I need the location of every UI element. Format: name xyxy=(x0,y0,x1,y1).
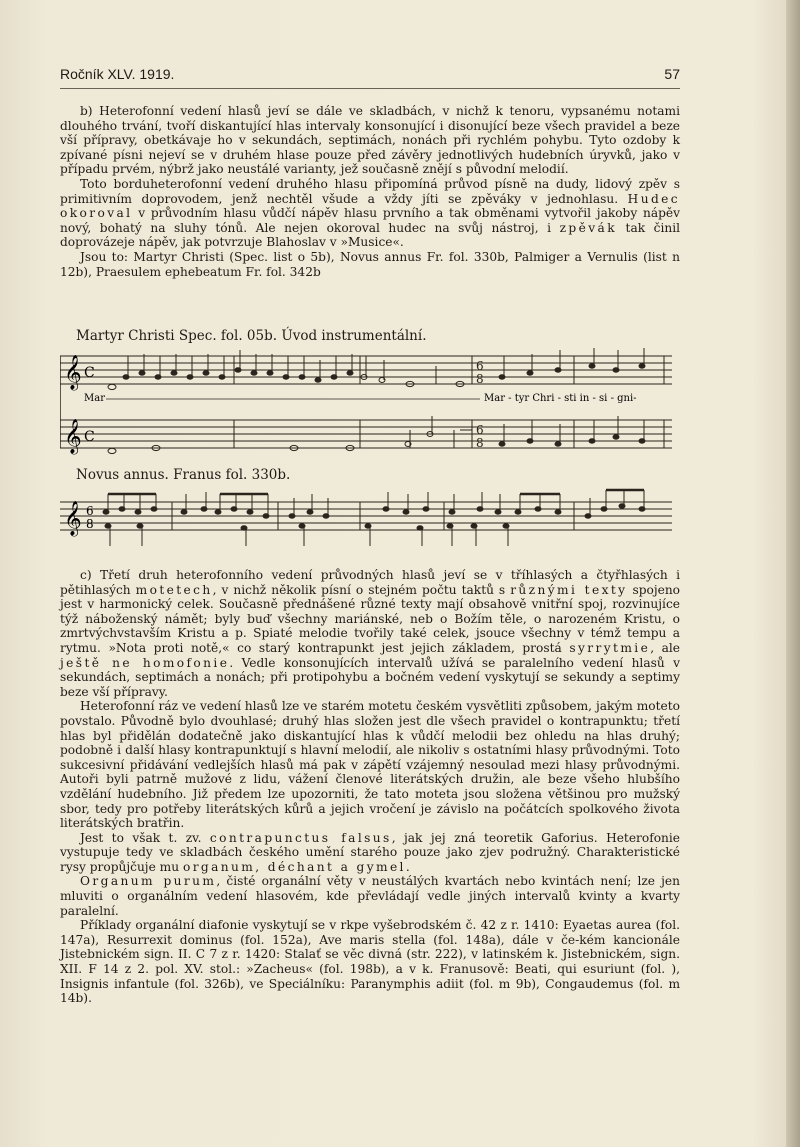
spaced-term: Hudec okoroval xyxy=(60,191,680,221)
text-run: , jak jej zná teoretik Gaforius. Heterofonie vystupuje tedy ve skladbách českého umění starého pouze jako zjev podružný. Charakteristické rysy propůjčuje mu xyxy=(60,830,681,874)
paragraph: b) Heterofonní vedení hlasů jeví se dále ve skladbách, v nichž k tenoru, vypsanému notami dlouhého trvání, tvoří diskantující hlas intervaly konsonující i disonující beze všech pravidel a beze vší přípravy, obetkávaje ho v sekundách, septimách, nonách při rychlém pohybu. Tyto ozdoby k zpívané písni nejeví se v druhém hlase pouze před závěry jednotlivých hudebních úryvků, jako v případu prvém, nýbrž jako neustálé varianty, jež současně znějí s původní melodií. xyxy=(60,104,680,177)
text-run: . xyxy=(405,859,410,874)
paragraph xyxy=(60,568,680,699)
running-header xyxy=(60,66,680,86)
spaced-term: organum, déchant a gymel xyxy=(182,859,406,874)
spaced-term: motetech xyxy=(135,582,213,597)
spaced-term: syrrytmie xyxy=(569,640,651,655)
text-run: , čisté organální věty v neustálých kvartách nebo kvintách není; lze jen mluviti o organálním vedení hlasovém, kde převládají vedle jiných intervalů kvinty a kvarty paralelní. xyxy=(60,874,680,918)
time-signature-top: 6 xyxy=(86,504,94,518)
staff-lines-lower xyxy=(60,420,672,448)
time-signature-bottom: 8 xyxy=(86,517,94,531)
score-martyr-christi xyxy=(60,346,680,460)
treble-clef-icon: 𝄞 xyxy=(64,501,82,536)
example-2-caption: Novus annus. Franus fol. 330b. xyxy=(76,467,291,483)
paragraph: Heterofonní ráz ve vedení hlasů lze ve starém motetu českém vysvětliti způsobem, jakým moteto povstalo. Původně bylo dvouhlasé; druhý hlas složen jest dle všech pravidel o kontrapunktu; třetí hlas byl přidělán dodatečně jako diskantující hlas k vůdčí melodii bez ohledu na hlas druhý; podobně i další hlasy kontrapunktují s hlavní melodií, ale nikoliv s ostatními hlasy průvodnými. Toto sukcesivní přidávání vedlejších hlasů má pak v zápětí vzájemný nesoulad mezi hlasy průvodnými. Autoři byli patrně mužové z lidu, vážení členové literátských družin, ale beze všeho hlubšího vzdělání hudebního. Již předem lze upozorniti, že tato moteta jsou složena většinou pro mužský sbor, tedy pro potřeby literátských kůrů a jejich vročení je závislo na počátcích spolkového života literátských bratřin. xyxy=(60,699,680,831)
paragraph: Jsou to: Martyr Christi (Spec. list o 5b), Novus annus Fr. fol. 330b, Palmiger a Vernulis (list n 12b), Praesulem ephebeatum Fr. fol. 342b xyxy=(60,249,680,279)
text-run: v průvodním hlasu vůdčí nápěv hlasu prvního a tak obměnami vytvořil jakoby nápěv nový, bohatý na sluhy tónů. Ale nejen okoroval hudec na svůj nástroj, i xyxy=(60,206,680,235)
text-run: Toto borduheterofonní vedení druhého hlasu připomíná průvod písně na dudy, lidový zpěv s primitivním doprovodem, jenž nechtěl všude a vždy jíti se zpěváky v jednohlasu. xyxy=(60,176,680,206)
page-number: 57 xyxy=(664,66,680,82)
spaced-term: zpěvák xyxy=(559,220,617,235)
spaced-term: contrapunctus falsus xyxy=(209,830,392,845)
section-b-text xyxy=(60,104,680,279)
paragraph: Příklady organální diafonie vyskytují se v rkpe vyšebrodském č. 42 z r. 1410: Eyaetas aurea (fol. 147a), Resurrexit dominus (fol. 152a), Ave maris stella (fol. 148a), dále v če-kém kancionále Jistebnickém sign. II. C 7 z r. 1420: Stalať se věc divná (str. 222), v latinském k. Jistebnickém, sign. XII. F 14 z 2. pol. XV. stol.: »Zacheus« (fol. 198b), a v k. Franusově: Beati, qui esuriunt (fol. ), Insignis infantule (fol. 326b), ve Speciálníku: Paranymphis adiit (fol. m 9b), Congaudemus (fol. m 14b). xyxy=(60,918,680,1006)
lyric-left: Mar xyxy=(84,393,105,404)
svg-text:6: 6 xyxy=(476,423,484,437)
text-run: tak činil doprovázeje nápěv, jak potvrzuje Blahoslav v »Musice«. xyxy=(60,220,681,250)
text-run: , v nichž několik písní o stejném počtu taktů s xyxy=(212,582,506,597)
music-example-1 xyxy=(60,346,680,460)
example-1-caption: Martyr Christi Spec. fol. 05b. Úvod instrumentální. xyxy=(76,328,427,344)
treble-clef-icon: 𝄞 xyxy=(64,355,82,390)
spaced-term: Organum purum xyxy=(80,874,217,889)
page-edge-shadow xyxy=(786,0,800,1147)
text-run: c) Třetí druh heterofonního vedení průvodných hlasů jeví se v tříhlasých a čtyřhlasých i pětihlasých xyxy=(60,568,680,597)
notes xyxy=(103,490,645,546)
text-run: spojeno jest v harmonický celek. Současně přednášené různé texty mají obsahově vnitřní spoj, rozvinujíce týž náboženský námět; byly buď všechny mariánské, neb o Božím těle, o narozeném Kristu, o zmrtvýchvstavším Kristu a p. Spiaté melodie tvořily také celek, jsouce všechny v témž tempu a rytmu. »Nota proti notě,« co starý kontrapunkt jest jejich základem, prostá xyxy=(60,582,681,655)
common-time-icon: C xyxy=(84,365,95,381)
paragraph xyxy=(60,874,680,918)
paragraph xyxy=(60,177,680,250)
score-novus-annus xyxy=(60,484,680,554)
header-rule xyxy=(60,88,680,89)
spaced-term: různými texty xyxy=(510,582,628,597)
lyric-right: Mar - tyr Chri - sti in - si - gni- xyxy=(484,393,637,404)
svg-text:6: 6 xyxy=(476,359,484,373)
volume-label: Ročník XLV. 1919. xyxy=(60,66,175,82)
paragraph xyxy=(60,831,680,875)
text-run: Jest to však t. zv. xyxy=(80,830,202,845)
music-example-2 xyxy=(60,484,680,554)
spaced-term: ještě ne homofonie xyxy=(60,655,230,670)
treble-clef-icon: 𝄞 xyxy=(64,419,82,454)
common-time-icon: C xyxy=(84,429,95,445)
text-run: , ale xyxy=(650,640,681,655)
text-run: . Vedle konsonujících intervalů užívá se paralelního vedení hlasů v sekundách, septimách a nonách; při protipohybu a bočném vedení vyskytují se sekundy a septimy beze vší přípravy. xyxy=(60,655,680,699)
svg-text:8: 8 xyxy=(476,372,484,386)
section-c-text xyxy=(60,568,680,1006)
upper-notes xyxy=(108,348,664,390)
svg-text:8: 8 xyxy=(476,436,484,450)
